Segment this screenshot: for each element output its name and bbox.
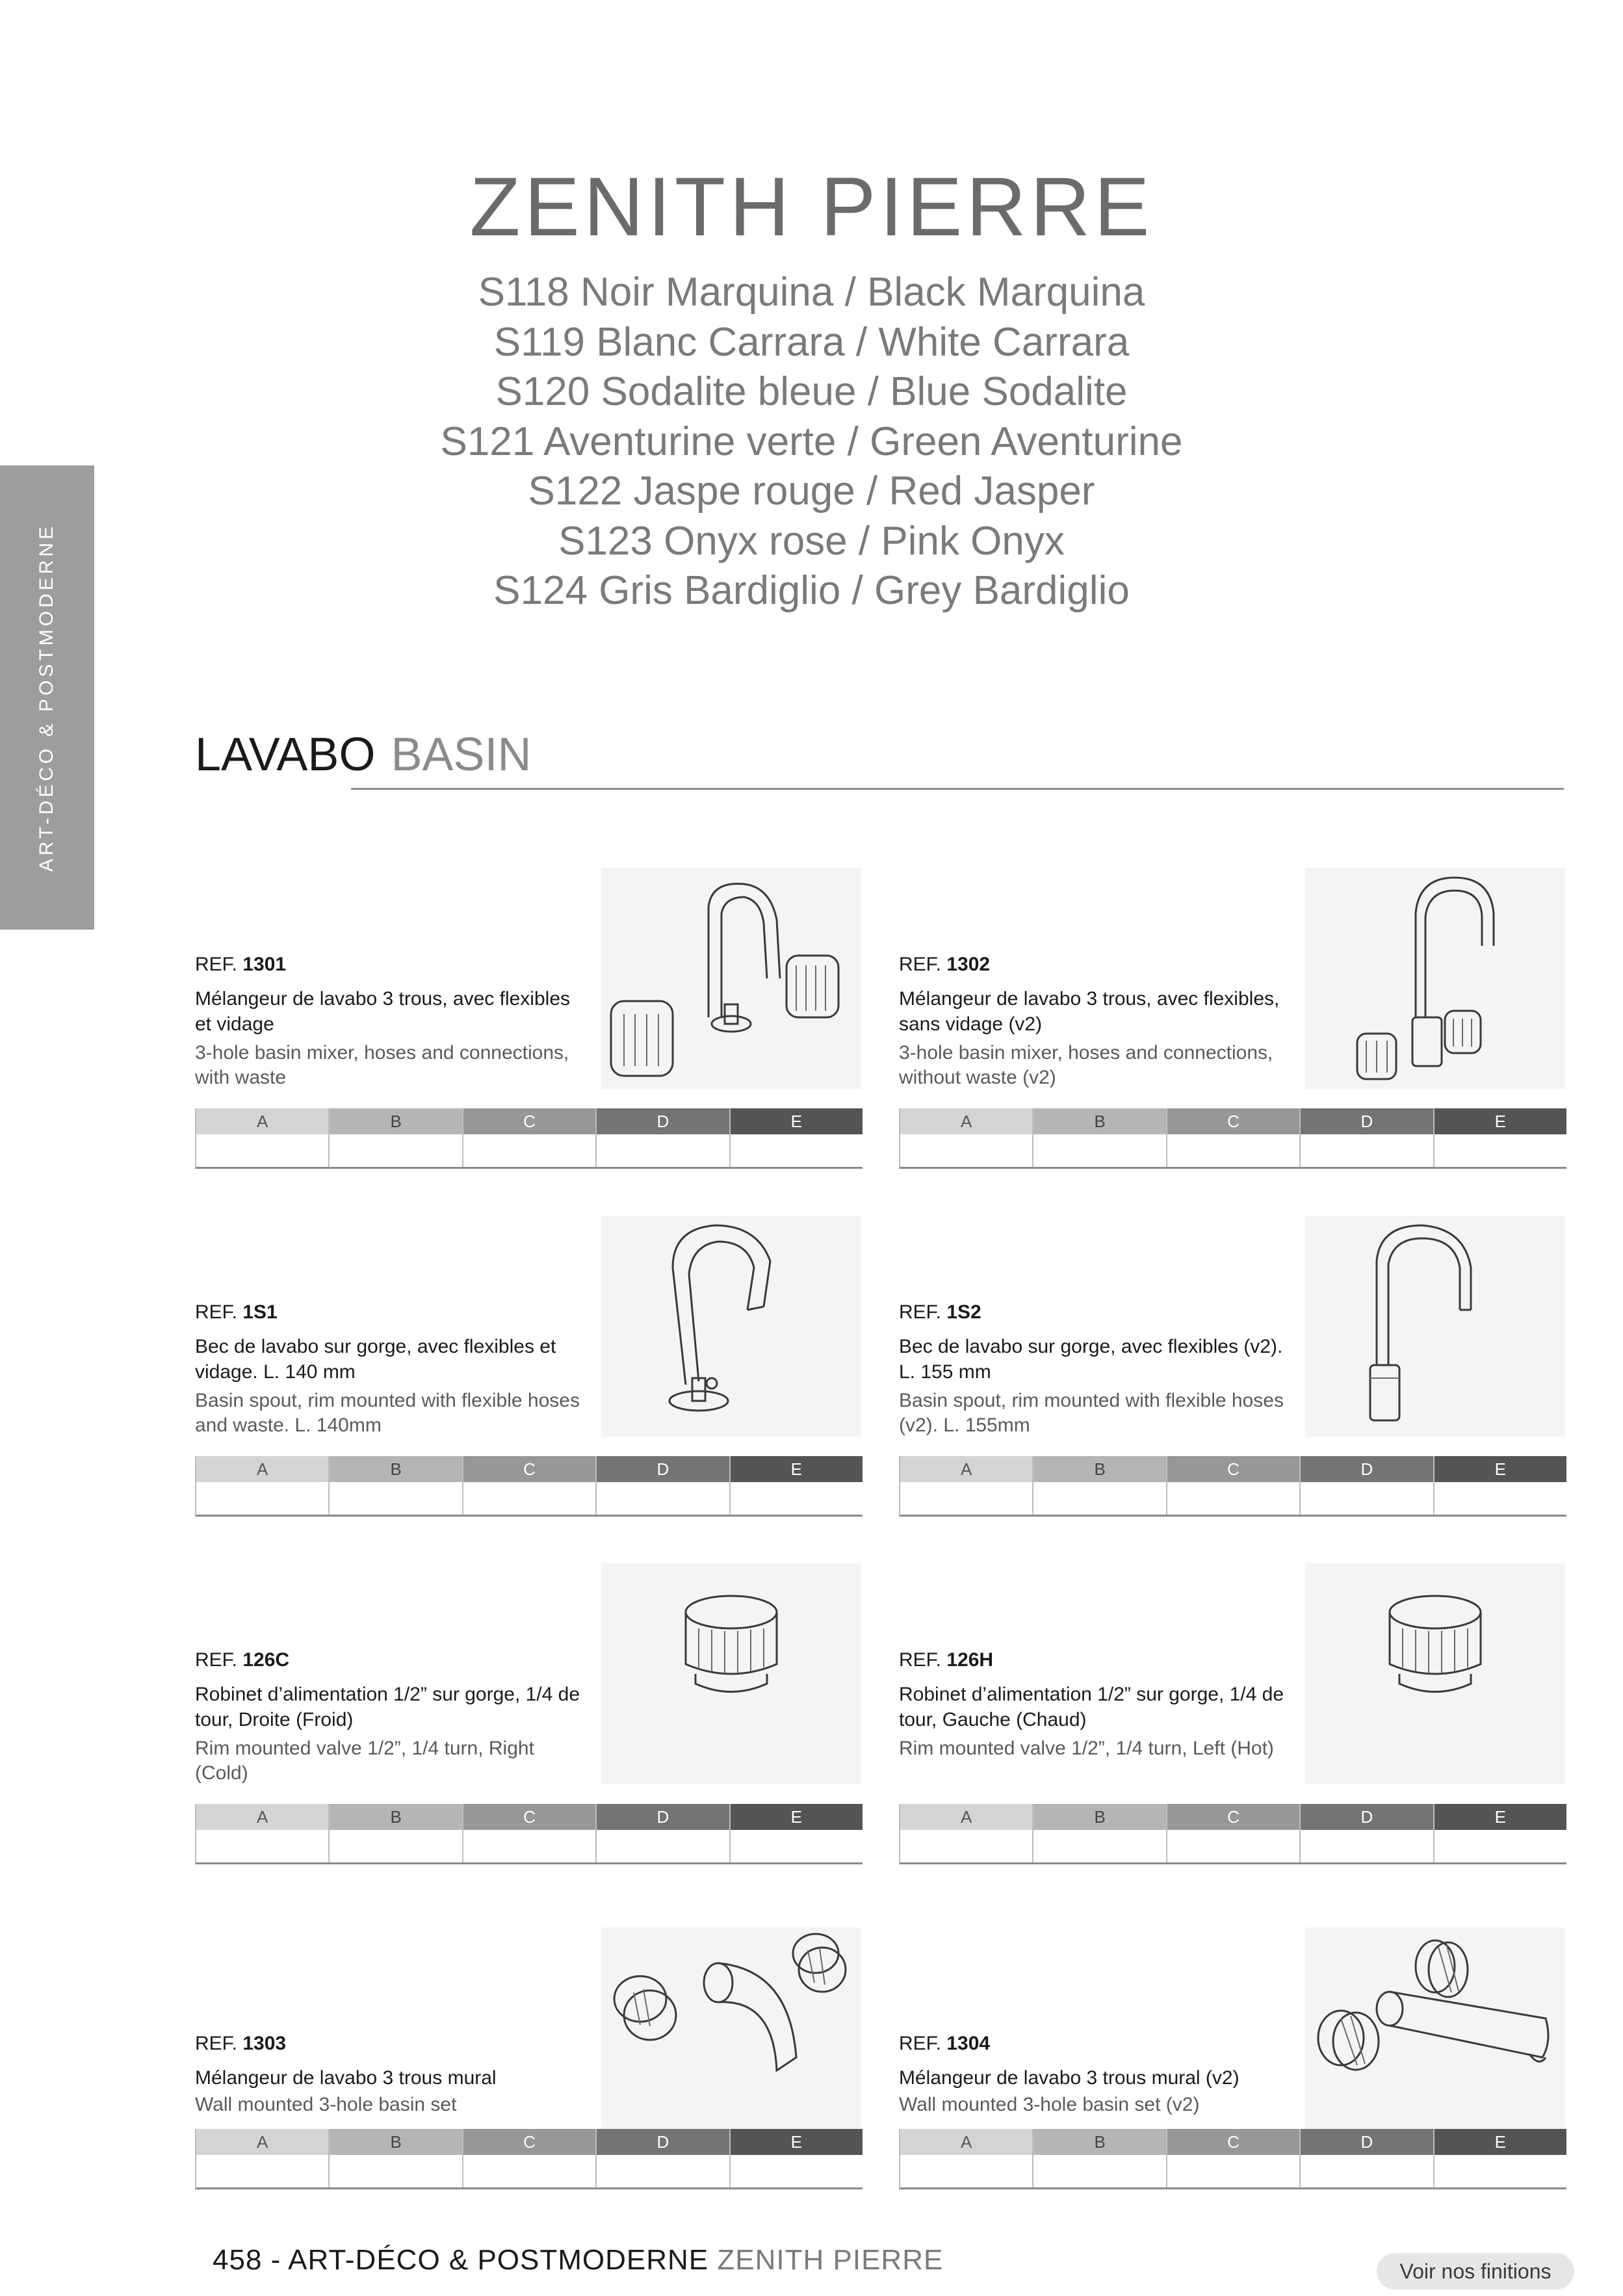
finish-column-c [463, 1108, 597, 1167]
product-image [601, 1563, 861, 1784]
finish-item: S119 Blanc Carrara / White Carrara [493, 319, 1130, 365]
finish-column-header: C [1167, 2129, 1299, 2155]
section-heading [195, 728, 532, 781]
finish-column-c [1167, 2129, 1301, 2187]
product-desc-fr: Mélangeur de lavabo 3 trous mural (v2) [899, 2067, 1240, 2089]
product-desc-fr: Bec de lavabo sur gorge, avec flexibles (v2). L. 155 mm [899, 1336, 1283, 1383]
finish-column-b [1033, 1456, 1167, 1515]
finish-column-a [900, 1456, 1033, 1515]
finish-column-d [1301, 1108, 1434, 1167]
finish-column-header: B [1033, 2129, 1165, 2155]
page-footer [213, 2244, 943, 2276]
product-desc-en: Wall mounted 3-hole basin set (v2) [899, 2094, 1200, 2115]
ref-label: REF. [899, 1301, 942, 1323]
finish-column-header: E [1435, 1456, 1566, 1482]
side-section-label: ART-DÉCO & POSTMODERNE [36, 523, 58, 872]
product-desc-fr: Mélangeur de lavabo 3 trous, avec flexibles et vidage [195, 988, 571, 1035]
ref-number: 1303 [242, 2033, 287, 2054]
finish-column-e [1435, 1804, 1566, 1862]
product-image [1305, 1216, 1565, 1437]
finish-column-c [463, 1456, 597, 1515]
finish-column-header: B [330, 1804, 461, 1830]
finish-column-header: D [1301, 1804, 1433, 1830]
page-number: 458 [213, 2244, 263, 2276]
section-heading-en: BASIN [391, 729, 532, 781]
ref-label: REF. [195, 954, 238, 975]
wall-mounted-set-icon [601, 1927, 861, 2148]
finish-price-table [899, 1456, 1566, 1517]
finish-price-table [899, 1108, 1566, 1169]
finish-column-b [330, 1108, 463, 1167]
valve-handle-icon [1305, 1563, 1565, 1784]
product-ref [899, 2033, 990, 2055]
finish-column-a [196, 2129, 330, 2187]
ref-label: REF. [899, 954, 942, 975]
finish-column-header: C [463, 1108, 595, 1134]
product-desc-fr: Robinet d’alimentation 1/2” sur gorge, 1/4 de tour, Droite (Froid) [195, 1684, 580, 1730]
finish-column-b [1033, 2129, 1167, 2187]
finish-column-header: A [196, 2129, 328, 2155]
product-image [1305, 868, 1565, 1089]
finish-item: S122 Jaspe rouge / Red Jasper [528, 469, 1095, 514]
finish-column-header: D [597, 1456, 729, 1482]
finish-column-header: B [1033, 1804, 1165, 1830]
finish-column-header: A [900, 1804, 1032, 1830]
finish-column-c [463, 1804, 597, 1862]
finish-column-header: A [196, 1456, 328, 1482]
finish-column-header: B [330, 1456, 461, 1482]
finish-price-table [195, 2129, 863, 2189]
ref-label: REF. [899, 1649, 942, 1671]
finish-column-header: C [1167, 1108, 1299, 1134]
product-desc-fr: Mélangeur de lavabo 3 trous, avec flexibles, sans vidage (v2) [899, 988, 1280, 1035]
finish-column-d [597, 1108, 730, 1167]
ref-label: REF. [195, 2033, 238, 2054]
product-desc-en: Basin spout, rim mounted with flexible hoses and waste. L. 140mm [195, 1390, 580, 1436]
ref-number: 126H [946, 1649, 994, 1671]
finish-item: S121 Aventurine verte / Green Aventurine [440, 419, 1183, 464]
finish-column-a [900, 1108, 1033, 1167]
product-card-1304 [899, 1927, 1565, 2226]
product-ref [195, 954, 286, 976]
finish-column-header: A [900, 1456, 1032, 1482]
finish-column-header: D [1301, 1108, 1433, 1134]
finish-list [0, 268, 1623, 616]
finish-column-header: E [1435, 1804, 1566, 1830]
product-desc-en: 3-hole basin mixer, hoses and connections, with waste [195, 1042, 569, 1088]
product-image [601, 1927, 861, 2148]
finish-column-header: E [731, 2129, 863, 2155]
finish-column-e [731, 2129, 863, 2187]
product-image [1305, 1563, 1565, 1784]
finish-item: S123 Onyx rose / Pink Onyx [558, 518, 1065, 564]
valve-handle-icon [601, 1563, 861, 1784]
finish-item: S118 Noir Marquina / Black Marquina [478, 270, 1145, 315]
finish-column-header: E [1435, 1108, 1566, 1134]
product-desc-fr: Robinet d’alimentation 1/2” sur gorge, 1/4 de tour, Gauche (Chaud) [899, 1684, 1284, 1730]
product-image [1305, 1927, 1565, 2148]
basin-spout-gooseneck-icon [1305, 1216, 1565, 1437]
product-card-1s2 [899, 1216, 1565, 1515]
finish-price-table [195, 1804, 863, 1864]
finish-column-c [1167, 1456, 1301, 1515]
page-title: ZENITH PIERRE [469, 161, 1154, 254]
view-finishes-button[interactable]: Voir nos finitions [1377, 2253, 1574, 2289]
finish-column-c [1167, 1804, 1301, 1862]
basin-spout-icon [601, 1216, 861, 1437]
product-desc-en: Wall mounted 3-hole basin set [195, 2094, 457, 2115]
product-desc-fr: Bec de lavabo sur gorge, avec flexibles et vidage. L. 140 mm [195, 1336, 556, 1383]
finish-column-header: D [597, 2129, 729, 2155]
product-ref [195, 1301, 278, 1324]
ref-label: REF. [195, 1649, 238, 1671]
product-image [601, 868, 861, 1089]
product-ref [899, 1649, 993, 1671]
finish-column-header: C [463, 1456, 595, 1482]
wall-mounted-set-v2-icon [1305, 1927, 1565, 2148]
footer-section: ART-DÉCO & POSTMODERNE [288, 2244, 709, 2276]
finish-column-header: D [1301, 1456, 1433, 1482]
finish-item: S124 Gris Bardiglio / Grey Bardiglio [493, 568, 1130, 613]
ref-number: 1S1 [242, 1301, 278, 1323]
finish-column-c [463, 2129, 597, 2187]
finish-item: S120 Sodalite bleue / Blue Sodalite [495, 369, 1128, 414]
finish-column-e [1435, 1456, 1566, 1515]
product-image [601, 1216, 861, 1437]
finish-column-header: B [1033, 1108, 1165, 1134]
finish-column-a [196, 1804, 330, 1862]
product-desc-en: Basin spout, rim mounted with flexible hoses (v2). L. 155mm [899, 1390, 1284, 1436]
section-heading-fr: LAVABO [195, 729, 376, 781]
finish-column-header: C [463, 2129, 595, 2155]
ref-number: 1S2 [946, 1301, 981, 1323]
finish-column-header: B [1033, 1456, 1165, 1482]
three-hole-mixer-gooseneck-icon [1305, 868, 1565, 1089]
finish-column-b [330, 1804, 463, 1862]
finish-column-header: A [900, 2129, 1032, 2155]
finish-column-c [1167, 1108, 1301, 1167]
product-desc-en: 3-hole basin mixer, hoses and connections, without waste (v2) [899, 1042, 1273, 1088]
ref-number: 126C [242, 1649, 290, 1671]
finish-column-header: D [597, 1108, 729, 1134]
product-card-1s1 [195, 1216, 861, 1515]
finish-column-a [900, 2129, 1033, 2187]
finish-column-header: D [1301, 2129, 1433, 2155]
product-desc-fr: Mélangeur de lavabo 3 trous mural [195, 2067, 497, 2089]
ref-number: 1304 [946, 2033, 991, 2054]
footer-separator: - [262, 2244, 289, 2276]
finish-column-header: C [463, 1804, 595, 1830]
finish-column-e [731, 1804, 863, 1862]
finish-column-b [330, 1456, 463, 1515]
ref-label: REF. [899, 2033, 942, 2054]
product-desc-en: Rim mounted valve 1/2”, 1/4 turn, Left (Hot) [899, 1738, 1274, 1759]
finish-column-d [597, 1456, 730, 1515]
finish-column-d [597, 1804, 730, 1862]
finish-column-header: E [731, 1804, 863, 1830]
product-ref [899, 954, 990, 976]
finish-price-table [899, 1804, 1566, 1864]
product-desc-en: Rim mounted valve 1/2”, 1/4 turn, Right (Cold) [195, 1738, 534, 1784]
finish-column-e [1435, 1108, 1566, 1167]
finish-column-d [1301, 1804, 1434, 1862]
finish-column-header: A [196, 1804, 328, 1830]
product-ref [195, 1649, 289, 1671]
finish-price-table [195, 1456, 863, 1517]
finish-column-d [1301, 1456, 1434, 1515]
finish-column-d [1301, 2129, 1434, 2187]
product-card-1301 [195, 868, 861, 1167]
finish-price-table [195, 1108, 863, 1169]
product-card-1303 [195, 1927, 861, 2226]
finish-column-e [731, 1456, 863, 1515]
finish-column-a [196, 1108, 330, 1167]
finish-column-header: B [330, 1108, 461, 1134]
ref-number: 1301 [242, 954, 287, 975]
finish-column-b [330, 2129, 463, 2187]
section-divider [351, 788, 1564, 790]
ref-label: REF. [195, 1301, 238, 1323]
three-hole-mixer-spout-icon [601, 868, 861, 1089]
finish-column-e [1435, 2129, 1566, 2187]
finish-column-header: A [900, 1108, 1032, 1134]
finish-column-e [731, 1108, 863, 1167]
product-ref [195, 2033, 286, 2055]
finish-column-header: B [330, 2129, 461, 2155]
ref-number: 1302 [946, 954, 991, 975]
finish-column-header: D [597, 1804, 729, 1830]
finish-column-d [597, 2129, 730, 2187]
finish-column-header: A [196, 1108, 328, 1134]
finish-column-header: E [1435, 2129, 1566, 2155]
finish-column-a [900, 1804, 1033, 1862]
product-card-1302 [899, 868, 1565, 1167]
finish-column-a [196, 1456, 330, 1515]
finish-price-table [899, 2129, 1566, 2189]
product-card-126h [899, 1563, 1565, 1862]
product-card-126c [195, 1563, 861, 1862]
footer-collection: ZENITH PIERRE [717, 2244, 944, 2276]
finish-column-b [1033, 1804, 1167, 1862]
finish-column-header: E [731, 1456, 863, 1482]
finish-column-header: C [1167, 1456, 1299, 1482]
finish-column-b [1033, 1108, 1167, 1167]
finish-column-header: C [1167, 1804, 1299, 1830]
finish-column-header: E [731, 1108, 863, 1134]
product-ref [899, 1301, 981, 1324]
